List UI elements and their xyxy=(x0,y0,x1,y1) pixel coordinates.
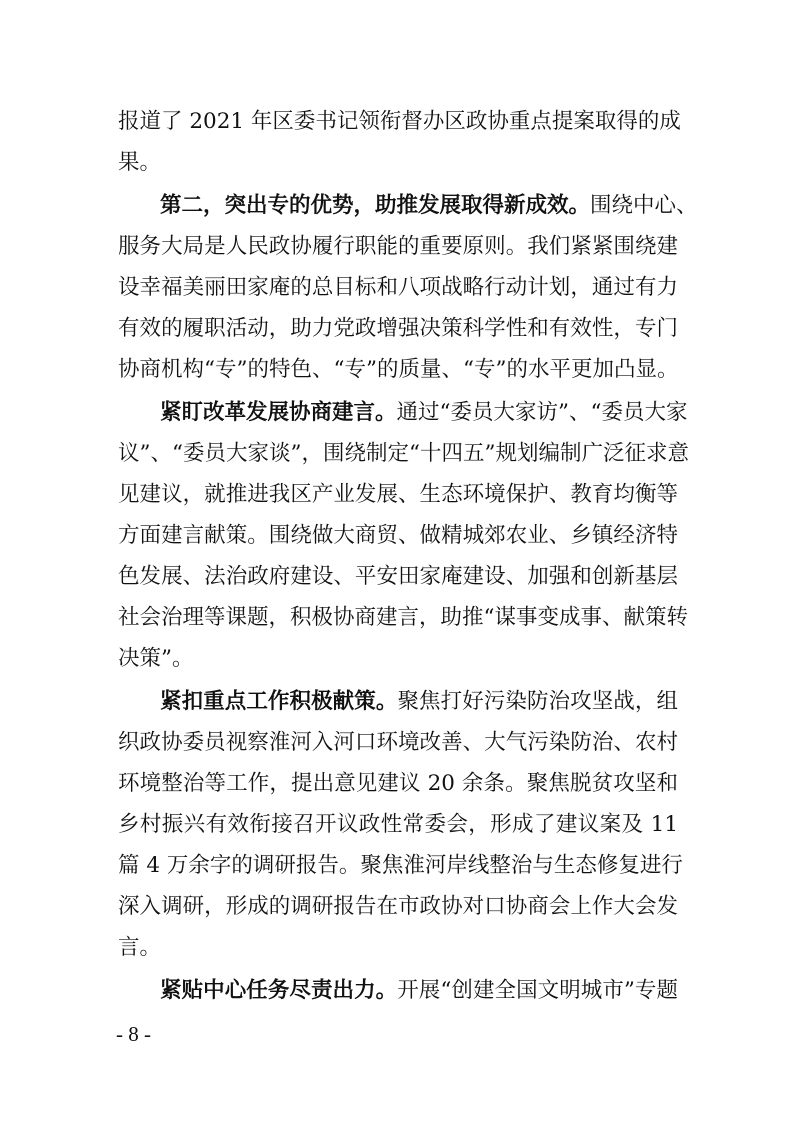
text-line: 篇 4 万余字的调研报告。聚焦淮河岸线整治与生态修复进行 xyxy=(118,853,683,878)
text-line: 社会治理等课题，积极协商建言，助推“谋事变成事、献策转 xyxy=(118,605,688,630)
text-line: 果。 xyxy=(118,150,162,175)
text-line: 方面建言献策。围绕做大商贸、做精城郊农业、乡镇经济特 xyxy=(118,523,678,548)
text-line: 乡村振兴有效衔接召开议政性常委会，形成了建议案及 11 xyxy=(118,812,678,837)
text-line: 见建议，就推进我区产业发展、生态环境保护、教育均衡等 xyxy=(118,482,678,507)
text-span: 开展“创建全国文明城市”专题 xyxy=(397,978,678,1003)
text-span: 聚焦打好污染防治攻坚战，组 xyxy=(397,689,678,714)
paragraph-first-line xyxy=(160,686,678,718)
text-line: 决策”。 xyxy=(118,646,194,671)
text-line: 报道了 2021 年区委书记领衔督办区政协重点提案取得的成 xyxy=(118,109,681,134)
paragraph-first-line xyxy=(160,397,688,429)
text-line: 色发展、法治政府建设、平安田家庵建设、加强和创新基层 xyxy=(118,564,678,589)
subsection-heading: 紧盯改革发展协商建言。 xyxy=(160,400,397,425)
subsection-heading: 紧扣重点工作积极献策。 xyxy=(160,689,398,714)
paragraph-first-line xyxy=(160,975,678,1007)
page-number: - 8 - xyxy=(116,1022,151,1046)
section-heading: 第二，突出专的优势，助推发展取得新成效。 xyxy=(160,193,591,218)
subsection-heading: 紧贴中心任务尽责出力。 xyxy=(160,978,398,1003)
text-line: 有效的履职活动，助力党政增强决策科学性和有效性，专门 xyxy=(118,316,678,341)
text-line: 言。 xyxy=(118,935,162,960)
text-line: 深入调研，形成的调研报告在市政协对口协商会上作大会发 xyxy=(118,894,678,919)
text-span: 围绕中心、 xyxy=(590,193,698,218)
text-span: 通过“委员大家访”、“委员大家 xyxy=(396,400,688,425)
text-line: 设幸福美丽田家庵的总目标和八项战略行动计划，通过有力 xyxy=(118,275,678,300)
text-line: 织政协委员视察淮河入河口环境改善、大气污染防治、农村 xyxy=(118,730,678,755)
text-line: 服务大局是人民政协履行职能的重要原则。我们紧紧围绕建 xyxy=(118,234,678,259)
paragraph-first-line xyxy=(160,190,698,222)
text-line: 协商机构“专”的特色、“专”的质量、“专”的水平更加凸显。 xyxy=(118,357,679,382)
text-line: 环境整治等工作，提出意见建议 20 余条。聚焦脱贫攻坚和 xyxy=(118,771,678,796)
text-line: 议”、“委员大家谈”，围绕制定“十四五”规划编制广泛征求意 xyxy=(118,441,689,466)
